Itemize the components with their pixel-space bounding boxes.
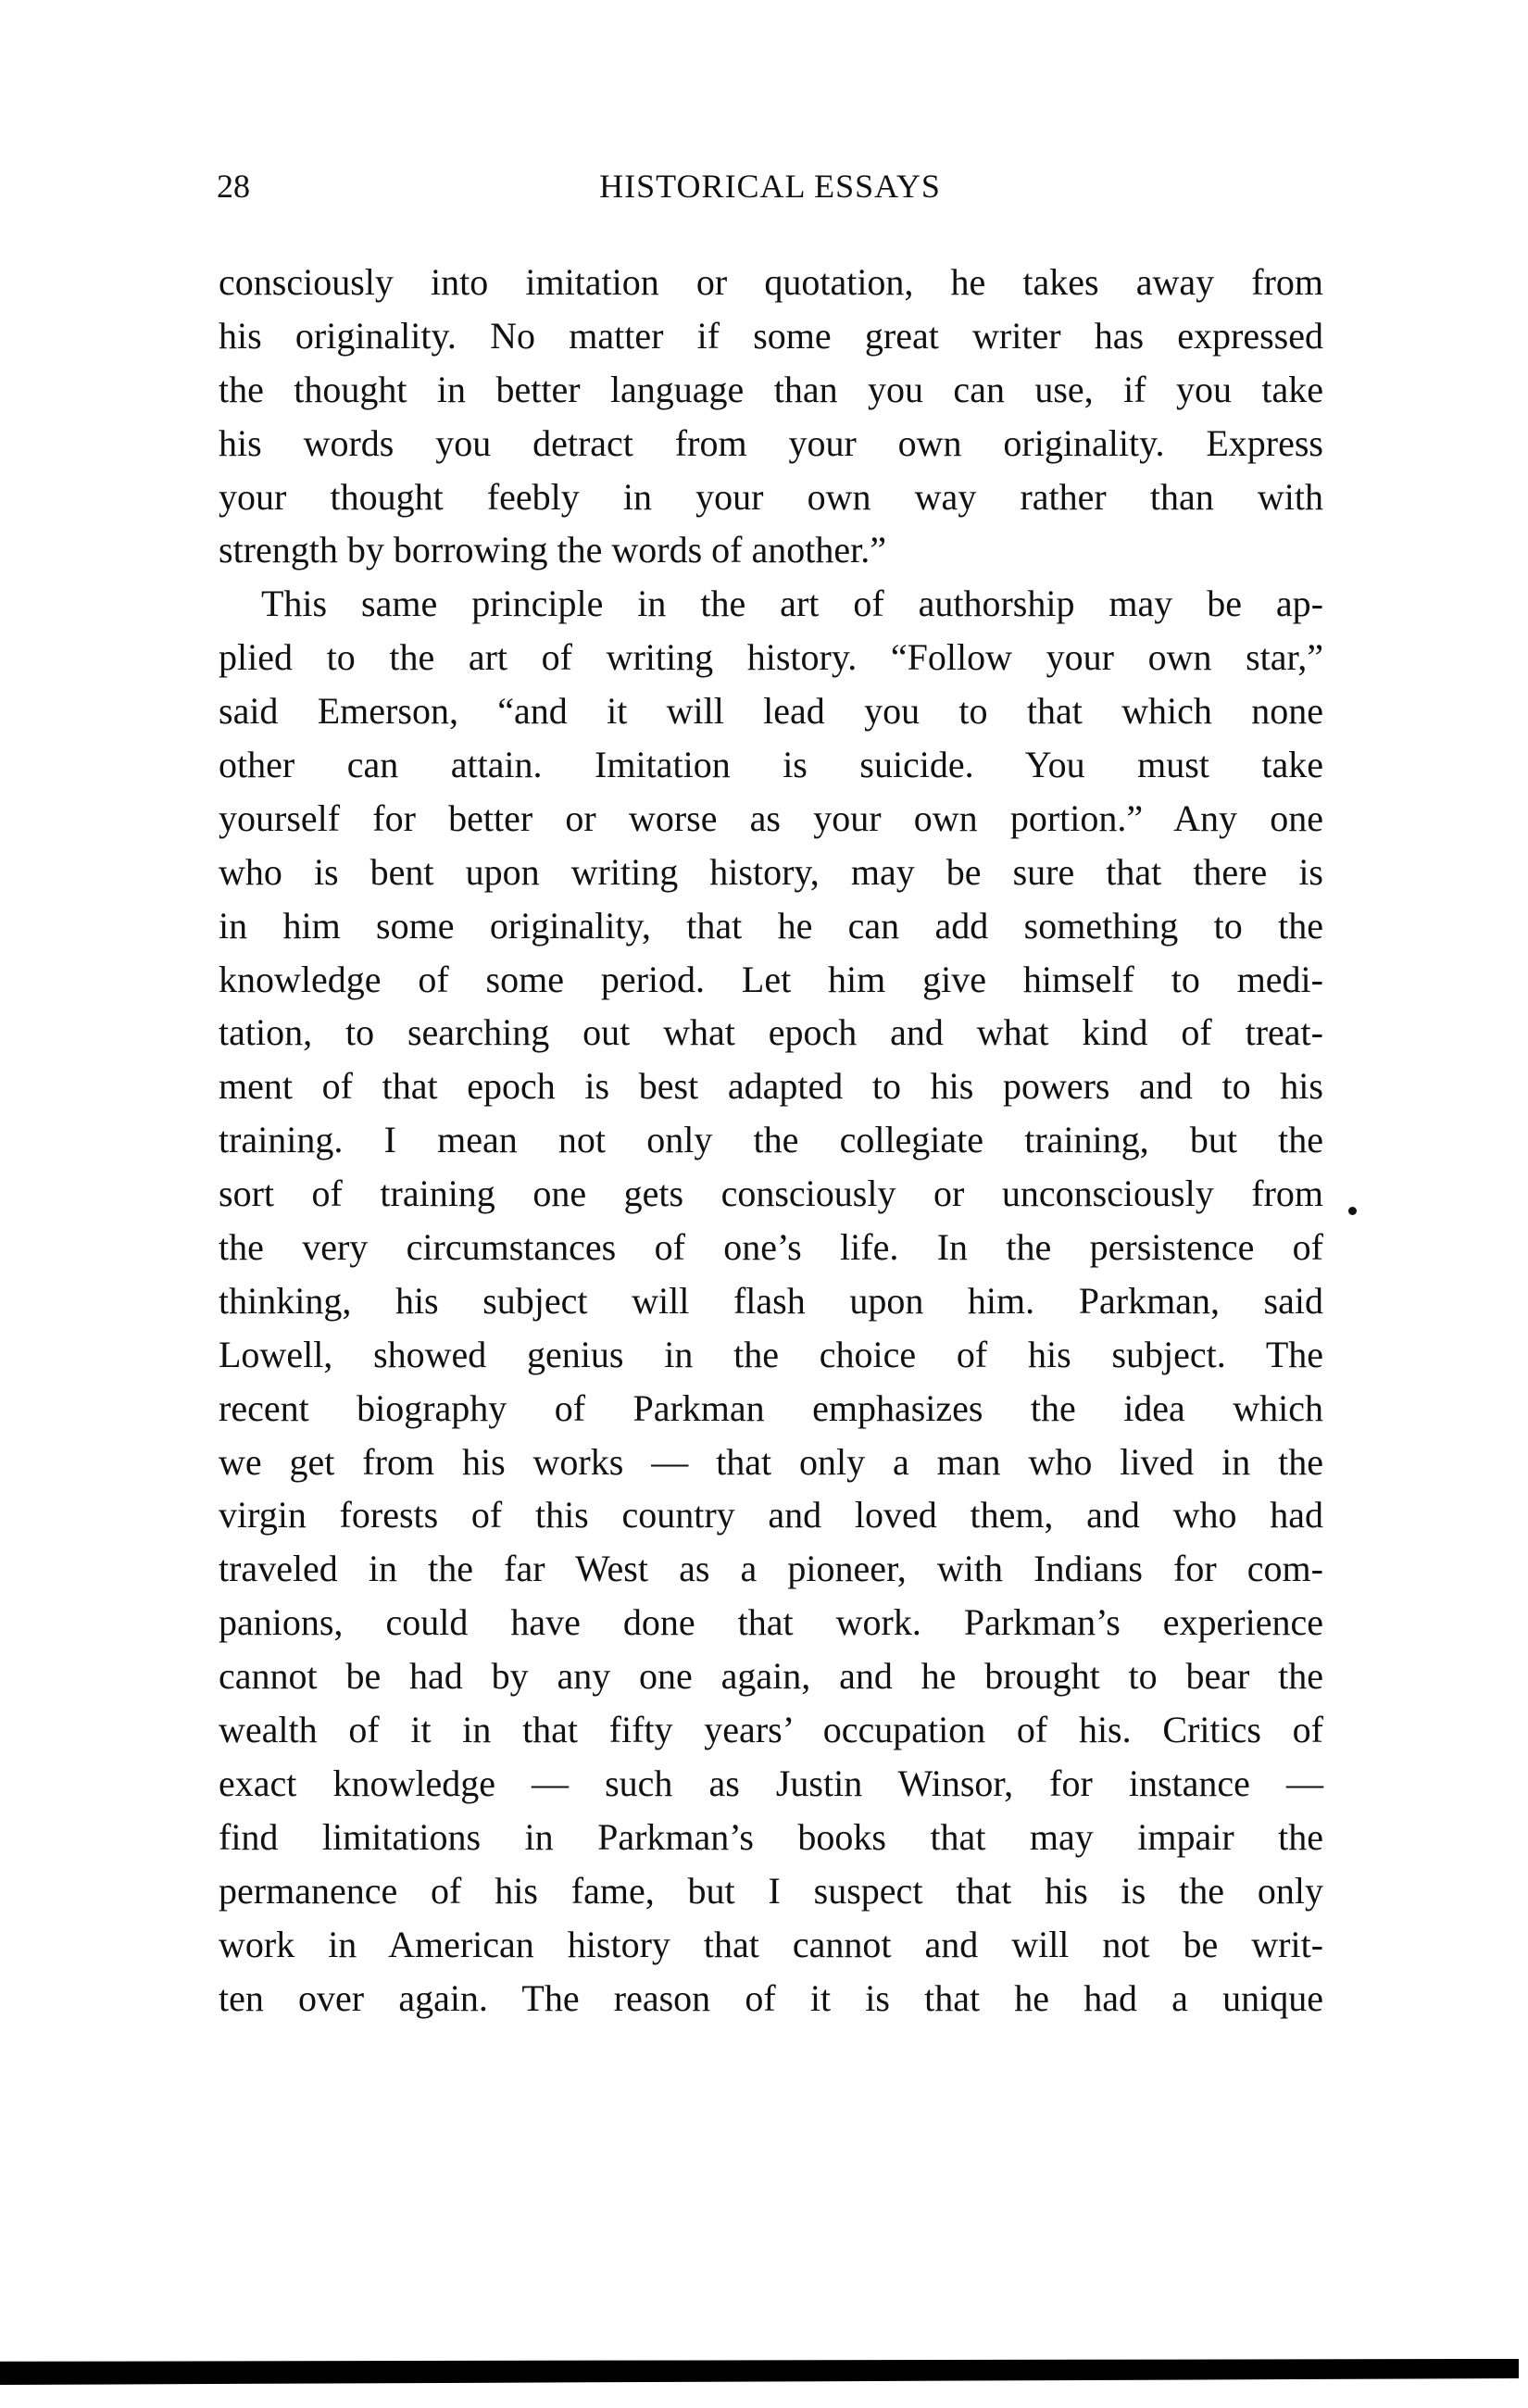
text-line: permanence of his fame, but I suspect that his is the only — [219, 1869, 1323, 1912]
running-head-title: HISTORICAL ESSAYS — [599, 168, 941, 205]
text-line: the very circumstances of one’s life. In the persistence of — [219, 1226, 1323, 1269]
text-line: plied to the art of writing history. “Follow your own star,” — [219, 636, 1323, 679]
text-line: who is bent upon writing history, may be sure that there is — [219, 850, 1323, 893]
text-line: ten over again. The reason of it is that he had a unique — [219, 1976, 1323, 2019]
text-line: other can attain. Imitation is suicide. You must take — [219, 744, 1323, 786]
text-line: knowledge of some period. Let him give himself to medi- — [219, 958, 1323, 1000]
text-line: work in American history that cannot and will not be writ- — [219, 1923, 1323, 1965]
text-line: the thought in better language than you can use, if you take — [219, 368, 1323, 410]
text-line: wealth of it in that fifty years’ occupation of his. Critics of — [219, 1709, 1323, 1751]
text-line: said Emerson, “and it will lead you to that which none — [219, 690, 1323, 733]
text-line: ment of that epoch is best adapted to his powers and to his — [219, 1065, 1323, 1108]
text-line: Lowell, showed genius in the choice of his subject. The — [219, 1333, 1323, 1375]
text-line: we get from his works — that only a man who lived in the — [219, 1440, 1323, 1483]
text-line: traveled in the far West as a pioneer, with Indians for com- — [219, 1548, 1323, 1590]
text-line: panions, could have done that work. Parkman’s experience — [219, 1601, 1323, 1644]
text-line: thinking, his subject will flash upon him. Parkman, said — [219, 1279, 1323, 1322]
text-line: yourself for better or worse as your own portion.” Any one — [219, 796, 1323, 839]
text-line: recent biography of Parkman emphasizes the idea which — [219, 1386, 1323, 1429]
text-line: his originality. No matter if some great writer has expressed — [219, 314, 1323, 357]
scan-edge-bar — [0, 2359, 1519, 2385]
text-line: training. I mean not only the collegiate training, but the — [219, 1119, 1323, 1161]
paragraph — [219, 577, 1323, 2025]
text-line: sort of training one gets consciously or unconsciously from — [219, 1173, 1323, 1215]
body-text — [219, 256, 1323, 2025]
text-line: strength by borrowing the words of another.” — [219, 529, 886, 571]
paragraph — [219, 256, 1323, 577]
text-line: consciously into imitation or quotation, he takes away from — [219, 261, 1323, 303]
text-line: cannot be had by any one again, and he brought to bear the — [219, 1655, 1323, 1698]
running-header — [217, 163, 1323, 209]
text-line: find limitations in Parkman’s books that may impair the — [219, 1815, 1323, 1858]
text-line: virgin forests of this country and loved them, and who had — [219, 1494, 1323, 1536]
text-line: in him some originality, that he can add something to the — [219, 904, 1323, 947]
page-number: 28 — [217, 168, 250, 205]
text-line: This same principle in the art of authorship may be ap- — [261, 583, 1323, 625]
text-line: exact knowledge — such as Justin Winsor, for instance — — [219, 1762, 1323, 1804]
text-line: his words you detract from your own originality. Express — [219, 421, 1323, 464]
text-line: tation, to searching out what epoch and what kind of treat- — [219, 1011, 1323, 1054]
scan-speck — [1348, 1207, 1357, 1215]
text-line: your thought feebly in your own way rather than with — [219, 475, 1323, 518]
